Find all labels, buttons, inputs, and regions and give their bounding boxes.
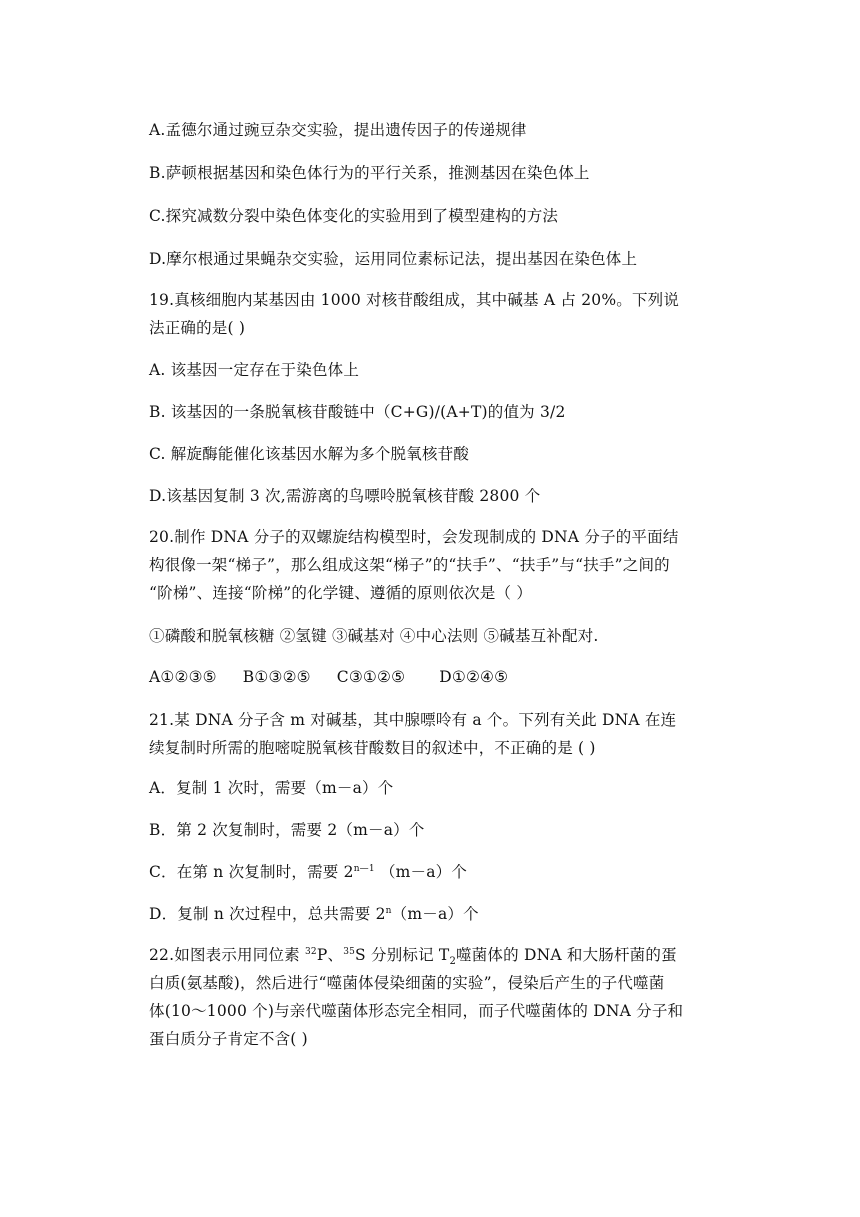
q21-option-b: B．第 2 次复制时，需要 2（m－a）个 <box>149 821 425 839</box>
q20-option-d: D①②④⑤ <box>439 668 509 686</box>
q20-option-b: B①③②⑤ <box>242 668 311 686</box>
q20-option-c: C③①②⑤ <box>336 668 406 686</box>
isotope-mass: 35 <box>343 946 356 957</box>
q19-stem-line: 19.真核细胞内某基因由 1000 对核苷酸组成，其中碱基 A 占 20%。下列说 <box>149 291 680 309</box>
q18-option-b: B.萨顿根据基因和染色体行为的平行关系，推测基因在染色体上 <box>149 164 590 182</box>
q21-option-d-text: （m－a）个 <box>391 905 479 923</box>
q18-option-d: D.摩尔根通过果蝇杂交实验，运用同位素标记法，提出基因在染色体上 <box>149 250 638 268</box>
q18-option-c: C.探究减数分裂中染色体变化的实验用到了模型建构的方法 <box>149 207 559 225</box>
exponent: n <box>385 905 392 916</box>
q20-stem <box>149 523 714 607</box>
q21-option-d-text: D．复制 n 次过程中，总共需要 2 <box>149 905 386 923</box>
q20-option-a: A①②③⑤ <box>149 668 217 686</box>
q20-stem-line: 20.制作 DNA 分子的双螺旋结构模型时，会发现制成的 DNA 分子的平面结 <box>149 528 679 546</box>
q22-stem-line <box>149 941 714 969</box>
q22-stem-line: 蛋白质分子肯定不含( ) <box>149 1030 308 1048</box>
q21-option-c-text: （m－a）个 <box>374 863 468 881</box>
q22-stem-line: 体(10～1000 个)与亲代噬菌体形态完全相同，而子代噬菌体的 DNA 分子和 <box>149 1002 684 1020</box>
q18-option-a: A.孟德尔通过豌豆杂交实验，提出遗传因子的传递规律 <box>149 121 527 139</box>
q21-option-c <box>149 861 467 883</box>
q22-text: P、 <box>316 946 344 964</box>
q19-option-c: C. 解旋酶能催化该基因水解为多个脱氧核苷酸 <box>149 445 470 463</box>
q19-option-b: B. 该基因的一条脱氧核苷酸链中（C+G)/(A+T)的值为 3/2 <box>149 403 566 421</box>
subscript: 2 <box>449 956 457 968</box>
q22-stem-line: 白质(氨基酸)，然后进行“噬菌体侵染细菌的实验”，侵染后产生的子代噬菌 <box>149 974 665 992</box>
q22-text: 22.如图表示用同位素 <box>149 946 305 964</box>
q19-option-d: D.该基因复制 3 次,需游离的鸟嘌呤脱氧核苷酸 2800 个 <box>149 487 541 505</box>
q19-option-a: A. 该基因一定存在于染色体上 <box>149 361 360 379</box>
q22-text: S 分别标记 T <box>355 946 450 964</box>
q21-option-d <box>149 903 479 925</box>
q19-stem-line: 法正确的是( ) <box>149 319 246 337</box>
q21-option-a: A．复制 1 次时，需要（m－a）个 <box>149 779 394 797</box>
q20-stem-line: 构很像一架“梯子”，那么组成这架“梯子”的“扶手”、“扶手”与“扶手”之间的 <box>149 556 670 574</box>
q21-option-c-text: C．在第 n 次复制时，需要 2 <box>149 863 354 881</box>
q19-stem <box>149 286 714 342</box>
q21-stem <box>149 706 714 762</box>
isotope-mass: 32 <box>304 946 317 957</box>
q22-stem <box>149 941 714 1053</box>
q20-stem-line: “阶梯”、连接“阶梯”的化学键、遵循的原则依次是（ ） <box>149 584 533 602</box>
q21-stem-line: 续复制时所需的胞嘧啶脱氧核苷酸数目的叙述中，不正确的是 ( ) <box>149 739 596 757</box>
q22-text: 噬菌体的 DNA 和大肠杆菌的蛋 <box>456 946 677 964</box>
q20-choices: ①磷酸和脱氧核糖 ②氢键 ③碱基对 ④中心法则 ⑤碱基互补配对. <box>149 627 599 645</box>
exponent: n—1 <box>353 863 375 874</box>
q21-stem-line: 21.某 DNA 分子含 m 对碱基，其中腺嘌呤有 a 个。下列有关此 DNA 在连 <box>149 711 677 729</box>
q20-options-row <box>149 666 508 688</box>
